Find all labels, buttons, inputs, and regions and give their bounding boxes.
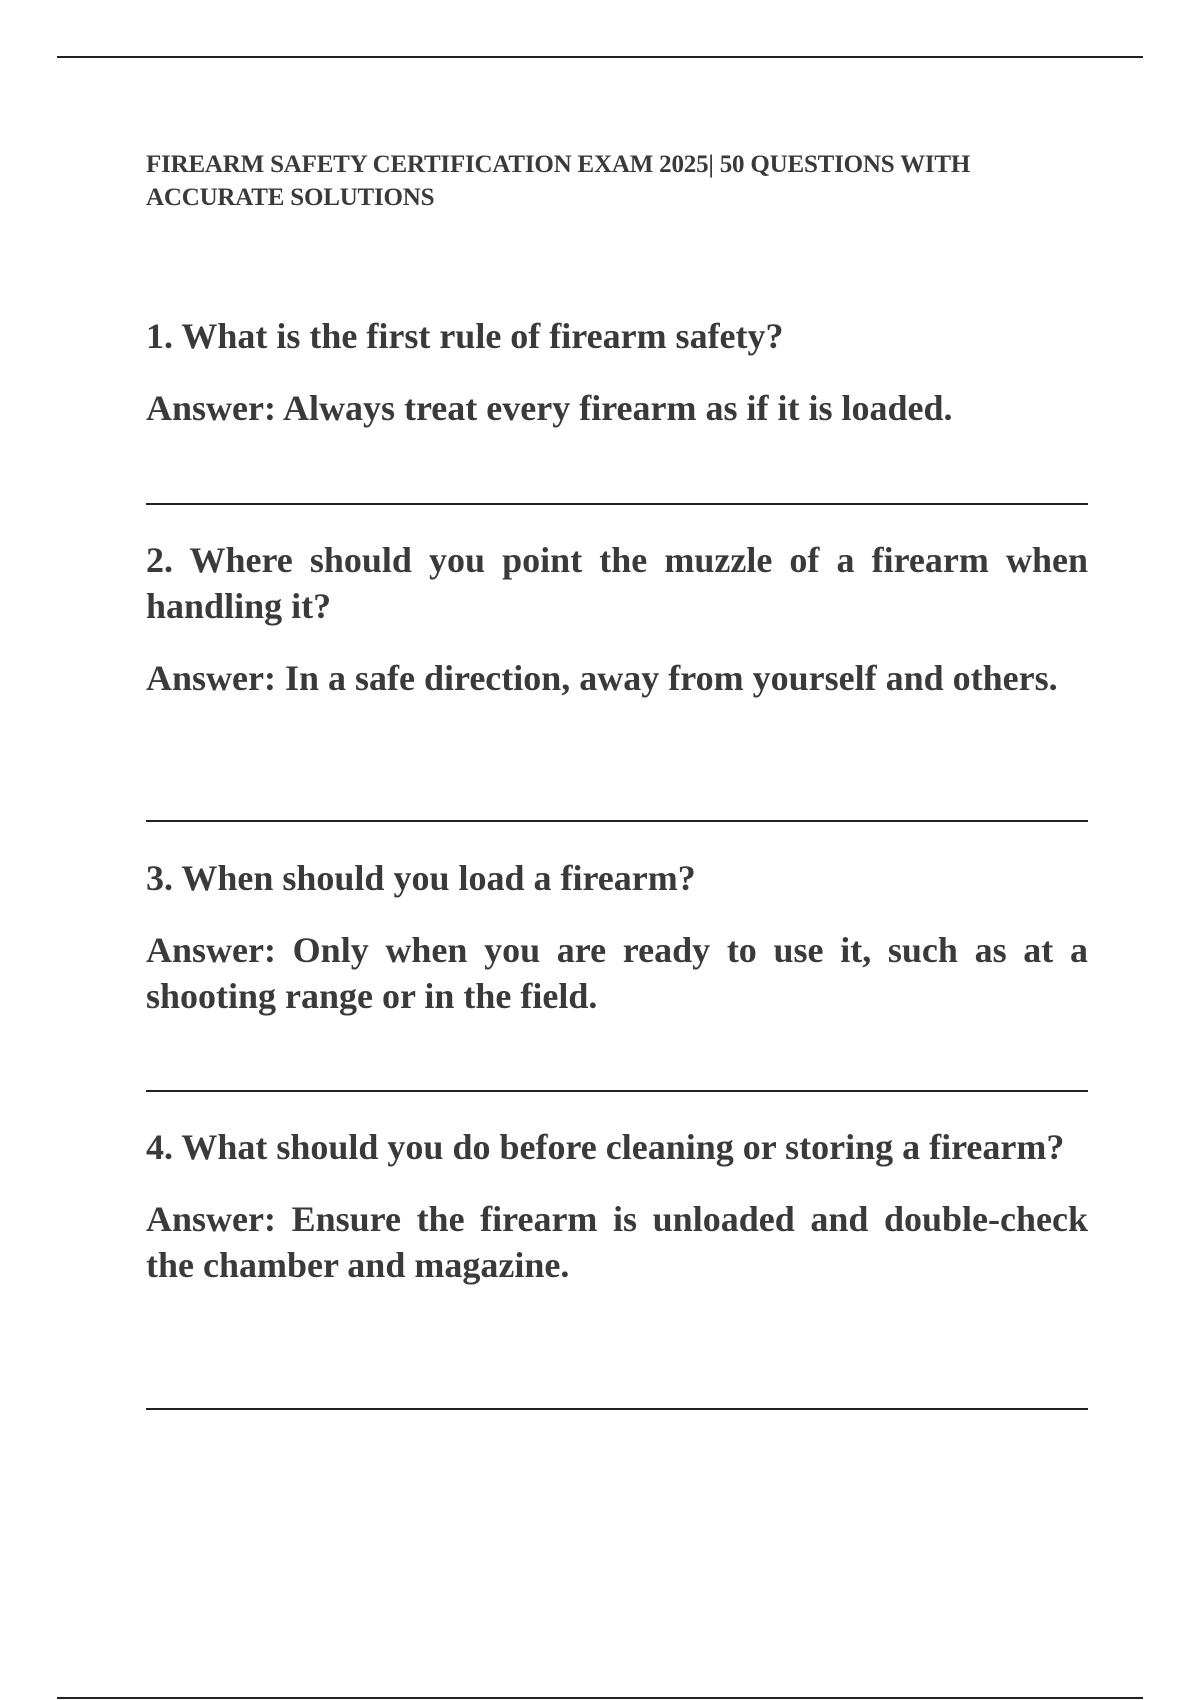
question-divider xyxy=(146,820,1088,822)
answer-text: Answer: In a safe direction, away from yourself and others. xyxy=(146,658,1058,698)
question-divider xyxy=(146,1408,1088,1410)
answer-text: Answer: Always treat every firearm as if it is loaded. xyxy=(146,388,953,428)
question-block xyxy=(146,1124,1088,1288)
question-block xyxy=(146,313,1088,431)
question-text: 4. What should you do before cleaning or storing a firearm? xyxy=(146,1127,1065,1167)
page-top-rule xyxy=(57,56,1143,58)
question-divider xyxy=(146,503,1088,505)
answer-text: Answer: Only when you are ready to use it, such as at a shooting range or in the field. xyxy=(146,930,1088,1016)
question-divider xyxy=(146,1090,1088,1092)
document-title: FIREARM SAFETY CERTIFICATION EXAM 2025| 50 QUESTIONS WITH ACCURATE SOLUTIONS xyxy=(146,151,971,211)
question-text: 3. When should you load a firearm? xyxy=(146,858,696,898)
question-text: 2. Where should you point the muzzle of a firearm when handling it? xyxy=(146,540,1088,626)
question-block xyxy=(146,855,1088,1019)
page-bottom-rule xyxy=(57,1697,1143,1699)
question-block xyxy=(146,537,1088,701)
question-text: 1. What is the first rule of firearm safety? xyxy=(146,316,784,356)
answer-text: Answer: Ensure the firearm is unloaded and double-check the chamber and magazine. xyxy=(146,1199,1088,1285)
